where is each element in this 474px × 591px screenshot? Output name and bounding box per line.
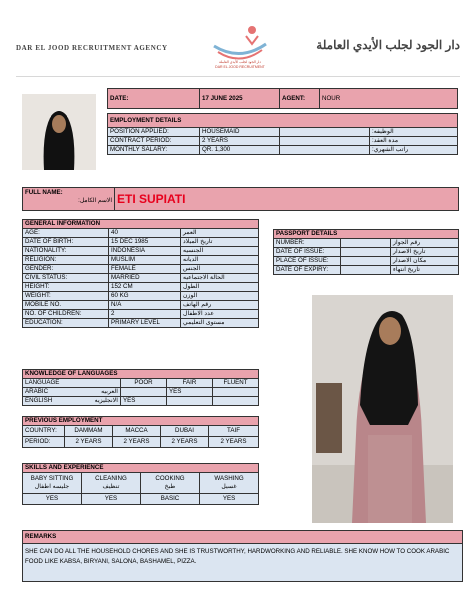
weight-value: 60 KG	[109, 292, 181, 301]
date-label: DATE:	[108, 89, 200, 109]
skill-cleaning-value: YES	[82, 494, 141, 505]
lang-col-language: LANGUAGE	[23, 379, 121, 388]
top-info-table	[107, 88, 458, 155]
previous-employment-table	[22, 416, 259, 448]
lang-english-en: ENGLISH	[25, 397, 53, 404]
expiry-value	[341, 266, 391, 275]
nationality-label: NATIONALITY:	[23, 247, 109, 256]
country-3: DUBAI	[161, 426, 209, 437]
agency-logo	[208, 18, 272, 78]
logo-text-ar: دار الجود لجلب الأيدي العاملة	[219, 60, 261, 64]
general-info-table	[22, 219, 259, 328]
passport-number-value	[341, 239, 391, 248]
fullname-value: ETI SUPIATI	[115, 188, 459, 211]
agent-label: AGENT:	[280, 89, 320, 109]
skill-cooking-ar: طبخ	[164, 483, 176, 490]
date-value: 17 JUNE 2025	[200, 89, 280, 109]
agency-name-en: DAR EL JOOD RECRUITMENT AGENCY	[16, 44, 168, 52]
country-1: DAMMAM	[65, 426, 113, 437]
skill-washing-value: YES	[200, 494, 259, 505]
children-label: NO. OF CHILDREN:	[23, 310, 109, 319]
passport-table	[273, 229, 459, 275]
country-label: COUNTRY:	[23, 426, 65, 437]
agency-name-ar: دار الجود لجلب الأيدي العاملة	[316, 38, 460, 52]
civil-status-value: MARRIED	[109, 274, 181, 283]
logo-text-en: DAR EL JOOD RECRUITMENT	[215, 65, 265, 69]
age-label-ar: العمر	[181, 229, 259, 238]
remarks-text: SHE CAN DO ALL THE HOUSEHOLD CHORES AND SHE IS TRUSTWORTHY, HARDWORKING AND RELIABLE. SHE KNOW HOW TO COOK ARABIC FOOD LIKE KABSA, BIRYANI, SALONA, BASHAMEL, PIZZA.	[23, 544, 463, 582]
gender-label-ar: الجنس	[181, 265, 259, 274]
children-label-ar: عدد الاطفال	[181, 310, 259, 319]
skills-heading: SKILLS AND EXPERIENCE	[23, 464, 259, 473]
weight-label-ar: الوزن	[181, 292, 259, 301]
education-label: EDUCATION:	[23, 319, 109, 328]
passport-heading: PASSPORT DETAILS	[274, 230, 459, 239]
lang-arabic-en: ARABIC	[25, 388, 49, 395]
previous-heading: PREVIOUS EMPLOYMENT	[23, 417, 259, 426]
lang-row-arabic	[23, 388, 121, 397]
height-value: 152 CM	[109, 283, 181, 292]
employment-heading: EMPLOYMENT DETAILS	[108, 114, 458, 128]
religion-label-ar: الديانه	[181, 256, 259, 265]
skill-cleaning	[82, 473, 141, 494]
skill-babysitting	[23, 473, 82, 494]
religion-label: RELIGION:	[23, 256, 109, 265]
country-2: MACCA	[113, 426, 161, 437]
skill-cleaning-ar: تنظيف	[102, 483, 120, 490]
contract-label: CONTRACT PERIOD:	[108, 137, 200, 146]
contract-label-ar: مدة العقد:	[370, 137, 458, 146]
religion-value: MUSLIM	[109, 256, 181, 265]
mobile-value: N/A	[109, 301, 181, 310]
civil-status-label: CIVIL STATUS:	[23, 274, 109, 283]
country-4: TAIF	[209, 426, 259, 437]
fullname-label-ar: الاسم الكامل:	[78, 198, 112, 204]
position-label-ar: الوظيفه:	[370, 128, 458, 137]
skill-washing	[200, 473, 259, 494]
skill-babysitting-ar: جليسه اطفال	[34, 483, 70, 490]
issue-date-value	[341, 248, 391, 257]
civil-status-label-ar: الحالة الاجتماعيه	[181, 274, 259, 283]
lang-english-fluent	[213, 397, 259, 406]
issue-place-label: PLACE OF ISSUE:	[274, 257, 341, 266]
lang-col-poor: POOR	[121, 379, 167, 388]
skill-cooking-value: BASIC	[141, 494, 200, 505]
gender-value: FEMALE	[109, 265, 181, 274]
weight-label: WEIGHT:	[23, 292, 109, 301]
lang-english-ar: الانجليزيه	[94, 397, 118, 404]
skill-cooking-en: COOKING	[155, 475, 185, 482]
education-label-ar: مستوى التعليمي	[181, 319, 259, 328]
fullname-label: FULL NAME:	[25, 189, 63, 196]
issue-date-label: DATE OF ISSUE:	[274, 248, 341, 257]
age-label: AGE:	[23, 229, 109, 238]
salary-value: QR. 1,300	[200, 146, 280, 155]
period-label: PERIOD:	[23, 437, 65, 448]
gender-label: GENDER:	[23, 265, 109, 274]
dob-label-ar: تاريخ الميلاد	[181, 238, 259, 247]
fullname-table	[22, 187, 459, 211]
education-value: PRIMARY LEVEL	[109, 319, 181, 328]
passport-number-label-ar: رقم الجواز	[391, 239, 459, 248]
issue-place-value	[341, 257, 391, 266]
nationality-label-ar: الجنسيه	[181, 247, 259, 256]
skill-washing-ar: غسيل	[221, 483, 237, 490]
applicant-photo-small	[22, 94, 96, 170]
children-value: 2	[109, 310, 181, 319]
agent-value: NOUR	[320, 89, 458, 109]
issue-place-label-ar: مكان الاصدار	[391, 257, 459, 266]
lang-arabic-ar: العربيه	[101, 388, 118, 395]
height-label: HEIGHT:	[23, 283, 109, 292]
remarks-table	[22, 530, 463, 582]
expiry-label: DATE OF EXPIRY:	[274, 266, 341, 275]
header-divider	[16, 76, 460, 77]
period-1: 2 YEARS	[65, 437, 113, 448]
nationality-value: INDONESIA	[109, 247, 181, 256]
skill-washing-en: WASHING	[214, 475, 244, 482]
skill-babysitting-en: BABY SITTING	[30, 475, 74, 482]
lang-arabic-poor	[121, 388, 167, 397]
languages-table	[22, 369, 259, 406]
position-label: POSITION APPLIED:	[108, 128, 200, 137]
period-3: 2 YEARS	[161, 437, 209, 448]
applicant-photo-full	[312, 295, 453, 523]
skill-cooking	[141, 473, 200, 494]
age-value: 40	[109, 229, 181, 238]
skill-cleaning-en: CLEANING	[95, 475, 127, 482]
salary-label: MONTHLY SALARY:	[108, 146, 200, 155]
lang-arabic-fair: YES	[167, 388, 213, 397]
dob-label: DATE OF BIRTH:	[23, 238, 109, 247]
mobile-label-ar: رقم الهاتف	[181, 301, 259, 310]
salary-label-ar: راتب الشهري:	[370, 146, 458, 155]
lang-english-fair	[167, 397, 213, 406]
position-value: HOUSEMAID	[200, 128, 280, 137]
fullname-label-cell	[23, 188, 115, 211]
expiry-label-ar: تاريخ انتهاء	[391, 266, 459, 275]
period-4: 2 YEARS	[209, 437, 259, 448]
height-label-ar: الطول	[181, 283, 259, 292]
general-heading: GENERAL INFORMATION	[23, 220, 259, 229]
dob-value: 15 DEC 1985	[109, 238, 181, 247]
period-2: 2 YEARS	[113, 437, 161, 448]
mobile-label: MOBILE NO.	[23, 301, 109, 310]
passport-number-label: NUMBER:	[274, 239, 341, 248]
lang-row-english	[23, 397, 121, 406]
skill-babysitting-value: YES	[23, 494, 82, 505]
lang-col-fluent: FLUENT	[213, 379, 259, 388]
languages-heading: KNOWLEDGE OF LANGUAGES	[23, 370, 259, 379]
lang-col-fair: FAIR	[167, 379, 213, 388]
issue-date-label-ar: تاريخ الاصدار	[391, 248, 459, 257]
skills-table	[22, 463, 259, 505]
lang-arabic-fluent	[213, 388, 259, 397]
remarks-heading: REMARKS	[23, 531, 463, 544]
lang-english-poor: YES	[121, 397, 167, 406]
contract-value: 2 YEARS	[200, 137, 280, 146]
